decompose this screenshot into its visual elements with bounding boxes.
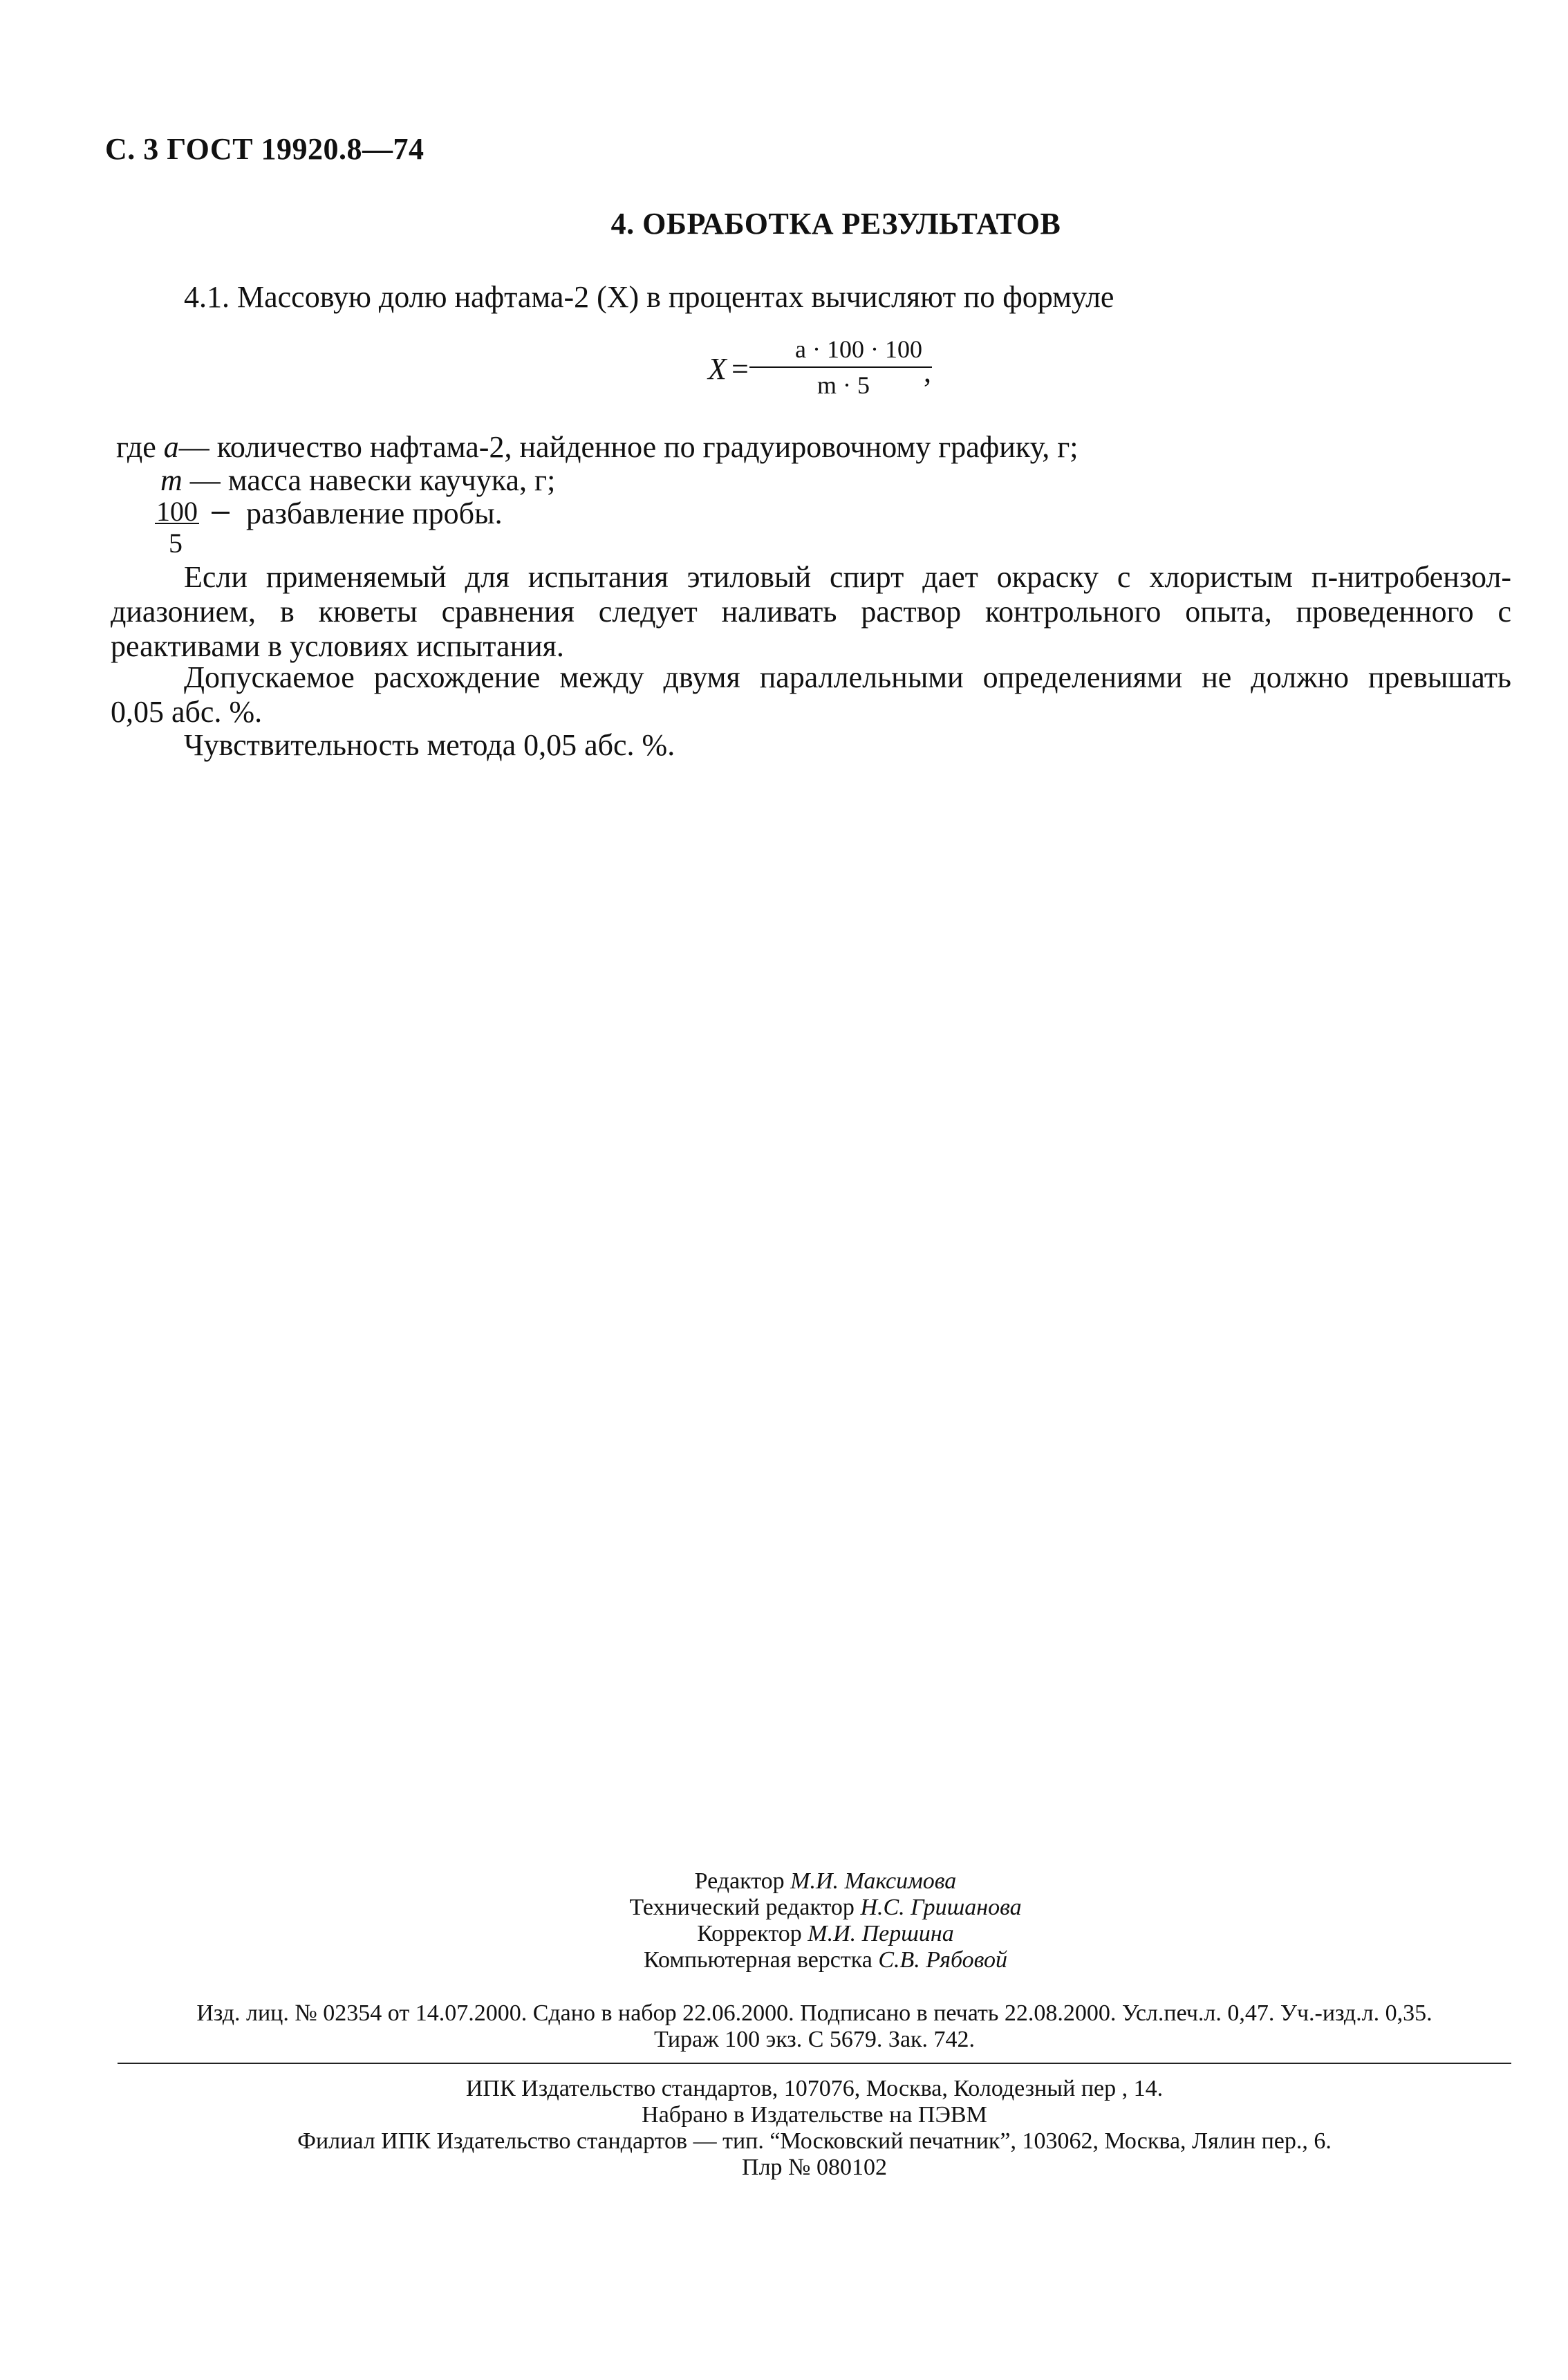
definition-m (160, 463, 555, 498)
paragraph-2-line-1: Допускаемое расхождение между двумя параллельными определениями не должно превышать (184, 660, 1511, 694)
publisher-line-1: ИПК Издательство стандартов, 107076, Москва, Колодезный пер , 14. (465, 2076, 1164, 2101)
publisher-line-2: Набрано в Издательстве на ПЭВМ (642, 2102, 987, 2128)
credit-tech-editor (0, 1895, 1568, 1921)
credit-editor-name: М.И. Максимова (790, 1868, 957, 1894)
dilution-dash (212, 512, 230, 514)
credit-layout-label: Компьютерная верстка (643, 1947, 872, 1973)
definition-dilution-text: разбавление пробы. (246, 496, 503, 530)
paragraph-1-line-1: Если применяемый для испытания этиловый спирт дает окраску с хлористым п-нитробензол- (184, 560, 1511, 594)
definition-m-text: — масса навески каучука, г; (189, 463, 556, 497)
publisher-line-3: Филиал ИПК Издательство стандартов — тип. “Московский печатник”, 103062, Москва, Лялин пер., 6. (297, 2128, 1332, 2154)
divider-rule (118, 2063, 1511, 2064)
definition-a (116, 430, 1078, 465)
dilution-denominator: 5 (169, 528, 183, 559)
paragraph-2-line-2: 0,05 абс. %. (111, 695, 263, 729)
print-info-line-2: Тираж 100 экз. С 5679. Зак. 742. (653, 2027, 976, 2052)
credit-corrector (0, 1921, 1568, 1947)
credit-editor-label: Редактор (694, 1868, 785, 1894)
credit-tech-name: Н.С. Гришанова (860, 1895, 1022, 1920)
section-title: 4. ОБРАБОТКА РЕЗУЛЬТАТОВ (610, 207, 1061, 241)
paragraph-1-line-2: диазонием, в кюветы сравнения следует наливать раствор контрольного опыта, проведенного с (111, 595, 1511, 629)
credit-corrector-label: Корректор (697, 1921, 802, 1946)
formula-equals: = (731, 352, 749, 386)
credit-tech-label: Технический редактор (629, 1895, 855, 1920)
formula-denominator: m · 5 (817, 371, 870, 399)
formula-numerator: a · 100 · 100 (795, 335, 922, 363)
credit-layout-name: С.В. Рябовой (878, 1947, 1007, 1973)
credit-layout (0, 1947, 1568, 1973)
formula-fraction-bar (749, 366, 932, 368)
symbol-m: m (160, 463, 183, 497)
clause-4-1-intro: 4.1. Массовую долю нафтама-2 (Х) в процентах вычисляют по формуле (184, 280, 1114, 314)
dilution-fraction-bar (155, 523, 199, 524)
print-info-line-1: Изд. лиц. № 02354 от 14.07.2000. Сдано в набор 22.06.2000. Подписано в печать 22.08.2000. Усл.печ.л. 0,47. Уч.-изд.л. 0,35. (196, 2000, 1432, 2026)
symbol-a: a (163, 430, 179, 464)
publisher-line-4: Плр № 080102 (742, 2155, 887, 2180)
page-header: С. 3 ГОСТ 19920.8—74 (105, 132, 424, 166)
definition-a-text: — количество нафтама-2, найденное по градуировочному графику, г; (178, 430, 1079, 464)
credit-corrector-name: М.И. Першина (808, 1921, 954, 1946)
paragraph-3: Чувствительность метода 0,05 абс. %. (184, 728, 675, 762)
formula-lhs: X (708, 352, 727, 386)
credit-editor (0, 1868, 1568, 1895)
paragraph-1-line-3: реактивами в условиях испытания. (111, 629, 564, 663)
dilution-numerator: 100 (156, 496, 198, 527)
definition-prefix: где (116, 430, 156, 464)
formula-comma: , (924, 355, 931, 389)
